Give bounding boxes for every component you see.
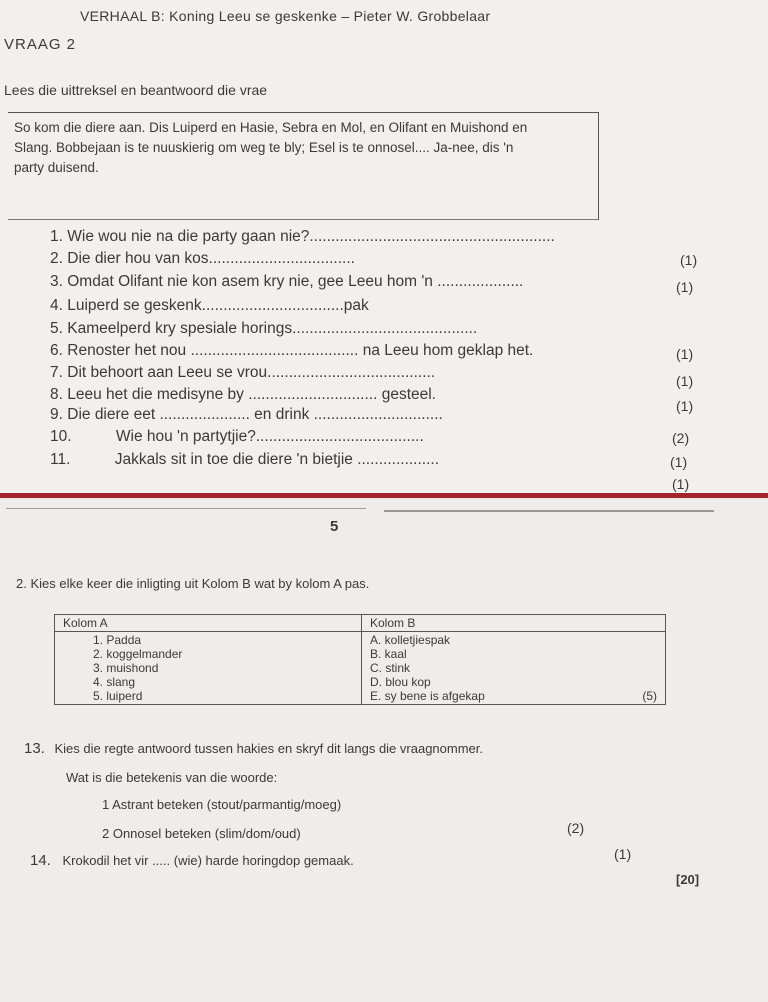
question-14-mark: (1): [614, 846, 632, 862]
page-edge-divider: [0, 493, 768, 498]
rule-line: [384, 510, 714, 512]
question-1: 1. Wie wou nie na die party gaan nie?.........................................................: [50, 228, 555, 245]
mark-9: (2): [672, 430, 690, 446]
kolom-a-list: [55, 632, 362, 705]
kolom-b-item: B. kaal: [370, 647, 407, 661]
instruction: Lees die uittreksel en beantwoord die vrae: [4, 82, 268, 98]
mark-10: (1): [670, 454, 688, 470]
question-7: 7. Dit behoort aan Leeu se vrou.......................................: [50, 364, 436, 381]
question-14: 14. Krokodil het vir ..... (wie) harde horingdop gemaak.: [30, 852, 354, 869]
kolom-a-item: 2. koggelmander: [93, 647, 183, 661]
kolom-b-item: E. sy bene is afgekap: [370, 689, 485, 703]
section-title: VRAAG 2: [4, 36, 77, 53]
mark-11: (1): [672, 476, 690, 492]
page-number: 5: [330, 518, 339, 535]
passage-text: So kom die diere aan. Dis Luiperd en Hasie, Sebra en Mol, en Olifant en Muishond en Slang. Bobbejaan is te nuuskierig om weg te bly; Esel is te onnosel.... Ja-nee, dis 'n party duisend.: [14, 120, 528, 175]
question-11: 11. Jakkals sit in toe die diere 'n bietjie ...................: [50, 451, 440, 468]
total-marks: [20]: [676, 872, 700, 887]
kolom-a-item: 3. muishond: [93, 661, 159, 675]
question-9: 9. Die diere eet ..................... en drink ..............................: [50, 406, 443, 423]
kolom-b-item: D. blou kop: [370, 675, 431, 689]
header-kolom-a: Kolom A: [55, 615, 362, 632]
mark-2: (1): [676, 279, 694, 295]
question-8: 8. Leeu het die medisyne by .............................. gesteel.: [50, 386, 436, 403]
question-5: 5. Kameelperd kry spesiale horings...........................................: [50, 320, 478, 337]
question-13-item-2: 2 Onnosel beteken (slim/dom/oud): [102, 826, 301, 841]
question-13-mark: (2): [567, 820, 585, 836]
question-13-item-1: 1 Astrant beteken (stout/parmantig/moeg): [102, 797, 342, 812]
kolom-b-list: [362, 632, 666, 705]
question-2: 2. Die dier hou van kos..................................: [50, 250, 355, 267]
question-10: 10. Wie hou 'n partytjie?.......................................: [50, 428, 424, 445]
question-2-instruction: 2. Kies elke keer die inligting uit Kolom B wat by kolom A pas.: [16, 576, 370, 591]
mark-6: (1): [676, 398, 694, 414]
kolom-a-item: 4. slang: [93, 675, 136, 689]
question-13: 13. Kies die regte antwoord tussen hakies en skryf dit langs die vraagnommer.: [24, 740, 483, 757]
mark-1: (1): [680, 252, 698, 268]
rule-line: [6, 508, 366, 509]
mark-3: (1): [676, 346, 694, 362]
kolom-a-item: 1. Padda: [93, 633, 142, 647]
kolom-b-item: C. stink: [370, 661, 411, 675]
matching-table: [54, 614, 666, 705]
question-13-sub: Wat is die betekenis van die woorde:: [66, 770, 278, 785]
question-4: 4. Luiperd se geskenk.................................pak: [50, 297, 369, 314]
question-3: 3. Omdat Olifant nie kon asem kry nie, gee Leeu hom 'n ....................: [50, 273, 524, 290]
header-kolom-b: Kolom B: [362, 615, 666, 632]
question-6: 6. Renoster het nou ....................................... na Leeu hom geklap het.: [50, 342, 534, 359]
kolom-a-item: 5. luiperd: [93, 689, 143, 703]
mark-5: (1): [676, 373, 694, 389]
story-header: VERHAAL B: Koning Leeu se geskenke – Pieter W. Grobbelaar: [80, 8, 491, 24]
table-mark: (5): [642, 689, 657, 703]
kolom-b-item: A. kolletjiespak: [370, 633, 451, 647]
